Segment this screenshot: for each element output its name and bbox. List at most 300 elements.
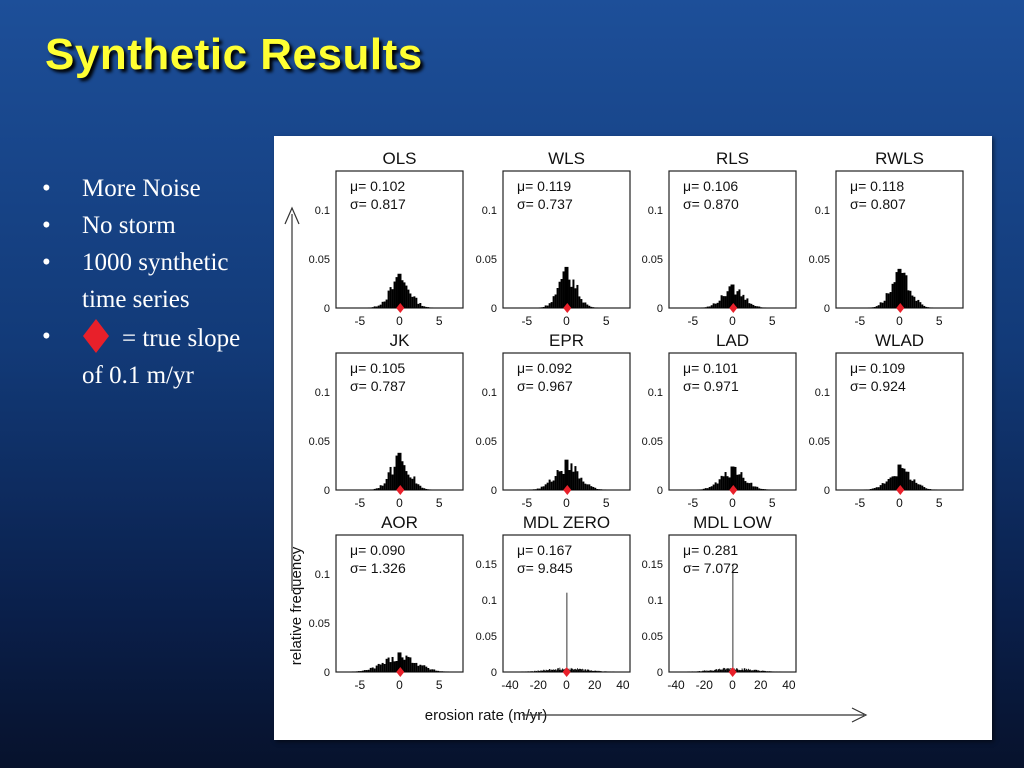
x-tick-label: 5 xyxy=(602,314,610,328)
histogram-bar xyxy=(382,663,384,672)
histogram-bar xyxy=(528,671,529,672)
histogram-bar xyxy=(917,300,919,308)
histogram-bar xyxy=(773,671,774,672)
histogram-bar xyxy=(396,277,398,308)
histogram-bar xyxy=(721,476,723,490)
histogram-bar xyxy=(758,488,760,490)
bullet-dot: • xyxy=(42,175,51,202)
histogram-bar xyxy=(574,466,576,490)
histogram-bar xyxy=(570,287,572,308)
y-tick-label: 0.05 xyxy=(641,630,663,643)
histogram-bar xyxy=(708,671,709,672)
histogram-bar xyxy=(576,670,577,672)
histogram-bar xyxy=(754,486,756,490)
histogram-bar xyxy=(364,670,366,672)
mu-stat: μ= 0.281 xyxy=(683,542,739,558)
y-tick-label: 0.05 xyxy=(308,436,330,449)
histogram-bar xyxy=(390,287,392,308)
y-tick-label: 0 xyxy=(823,485,830,497)
histogram-bar xyxy=(905,472,907,490)
histogram-bar xyxy=(531,671,532,672)
histogram-bar xyxy=(872,489,874,490)
histogram-bar xyxy=(547,306,549,308)
panel-title: WLS xyxy=(548,149,585,168)
histogram-bar xyxy=(596,489,598,490)
histogram-bar xyxy=(423,488,425,490)
histogram-bar xyxy=(386,479,388,490)
histogram-bar xyxy=(586,484,588,490)
y-tick-label: 0 xyxy=(323,303,330,315)
sigma-stat: σ= 0.787 xyxy=(350,378,406,394)
histogram-bar xyxy=(728,668,729,672)
histogram-bar xyxy=(411,479,413,490)
x-tick-label: 0 xyxy=(563,678,570,692)
histogram-bar xyxy=(580,299,582,308)
histogram-bar xyxy=(725,670,726,672)
histogram-bar xyxy=(409,293,411,308)
histogram-bar xyxy=(415,298,417,308)
histogram-bar xyxy=(558,668,559,672)
bullet-item xyxy=(42,170,252,207)
histogram-bar xyxy=(578,296,580,308)
histogram-bar xyxy=(588,670,589,672)
histogram-bar xyxy=(549,303,551,308)
histogram-bar xyxy=(405,656,407,672)
histogram-bar xyxy=(717,671,718,672)
bullet-text: No storm xyxy=(82,212,176,239)
y-tick-label: 0.1 xyxy=(814,387,830,400)
histogram-bar xyxy=(722,670,723,672)
histogram-bar xyxy=(699,671,700,672)
histogram-bar xyxy=(874,307,876,308)
histogram-bar xyxy=(563,474,565,490)
histogram-bar xyxy=(719,301,721,308)
histogram-bar xyxy=(600,489,602,490)
histogram-bar xyxy=(761,671,762,672)
histogram-bar xyxy=(697,671,698,672)
histogram-bar xyxy=(913,479,915,490)
histogram-bar xyxy=(587,669,588,672)
sigma-stat: σ= 0.971 xyxy=(683,378,739,394)
sigma-stat: σ= 0.807 xyxy=(850,196,906,212)
bullet-item xyxy=(42,244,252,318)
histogram-bar xyxy=(746,669,747,672)
histogram-bar xyxy=(752,671,753,672)
histogram-bar xyxy=(425,489,427,490)
histogram-bar xyxy=(758,307,760,308)
histogram-bar xyxy=(759,671,760,672)
histogram-bar xyxy=(551,302,553,308)
histogram-bar xyxy=(531,671,532,672)
histogram-bar xyxy=(565,460,567,490)
y-tick-label: 0.1 xyxy=(481,594,497,607)
y-tick-label: 0.1 xyxy=(647,205,663,218)
x-tick-label: 5 xyxy=(435,314,443,328)
histogram-bar xyxy=(765,671,766,672)
histogram-bar xyxy=(764,489,766,490)
histogram-bar xyxy=(582,669,583,672)
histogram-bar xyxy=(719,479,721,490)
histogram-bar xyxy=(539,489,541,490)
histogram-bar xyxy=(574,670,575,672)
histogram-bar xyxy=(370,668,372,672)
x-tick-label: 0 xyxy=(896,496,903,510)
histogram-bar xyxy=(718,669,719,672)
histogram-bar xyxy=(710,670,711,672)
y-tick-label: 0 xyxy=(490,485,497,497)
histogram-bar xyxy=(541,671,542,672)
histogram-bar xyxy=(884,484,886,490)
histogram-bar xyxy=(567,267,569,308)
histogram-bar xyxy=(535,671,536,672)
histogram-bar xyxy=(581,669,582,672)
histogram-bar xyxy=(380,664,382,672)
histogram-bar xyxy=(425,307,427,308)
histogram-bar xyxy=(535,489,537,490)
histogram-bar xyxy=(766,489,768,490)
histogram-bar xyxy=(536,671,537,672)
histogram-bar xyxy=(750,670,751,672)
histogram-bar xyxy=(604,671,605,672)
histogram-bar xyxy=(711,671,712,672)
histogram-bar xyxy=(366,670,368,672)
histogram-bar xyxy=(595,671,596,672)
histogram-bar xyxy=(606,671,607,672)
histogram-bar xyxy=(717,303,719,308)
histogram-bar xyxy=(737,668,738,672)
histogram-bar xyxy=(872,307,874,308)
histogram-bar xyxy=(703,489,705,490)
histogram-bar xyxy=(725,296,727,308)
histogram-bar xyxy=(745,670,746,672)
histogram-bar xyxy=(874,488,876,490)
histogram-bar xyxy=(401,461,403,490)
histogram-bar xyxy=(911,296,913,308)
histogram-bar xyxy=(754,306,756,308)
histogram-bar xyxy=(581,669,582,672)
histogram-bar xyxy=(701,671,702,672)
histogram-bar xyxy=(394,661,396,672)
histogram-bar xyxy=(584,670,585,672)
y-tick-label: 0 xyxy=(656,667,663,679)
histogram-bar xyxy=(703,671,704,672)
histogram-bar xyxy=(758,670,759,672)
histogram-bar xyxy=(588,484,590,490)
histogram-bar xyxy=(744,481,746,490)
y-tick-label: 0.05 xyxy=(475,254,497,267)
histogram-bar xyxy=(551,482,553,490)
histogram-bar xyxy=(554,670,555,672)
histogram-bar xyxy=(702,671,703,672)
x-axis-label: erosion rate (m/yr) xyxy=(424,707,548,724)
mu-stat: μ= 0.101 xyxy=(683,360,739,376)
histogram-bar xyxy=(590,307,592,308)
histogram-bar xyxy=(576,285,578,308)
histogram-bar xyxy=(559,668,560,672)
histogram-bar xyxy=(376,488,378,490)
histogram-bar xyxy=(762,489,764,490)
histogram-bar xyxy=(878,305,880,308)
histogram-bar xyxy=(541,307,543,308)
histogram-bar xyxy=(386,300,388,308)
histogram-bar xyxy=(746,298,748,308)
histogram-bar xyxy=(535,671,536,672)
x-tick-label: -5 xyxy=(687,314,699,328)
histogram-bar xyxy=(419,665,421,672)
y-axis-label: relative frequency xyxy=(288,546,305,666)
x-tick-label: 40 xyxy=(782,678,796,692)
histogram-bar xyxy=(921,304,923,308)
histogram-bar xyxy=(762,671,763,672)
histogram-bar xyxy=(756,670,757,672)
histogram-bar xyxy=(595,671,596,672)
histogram-bar xyxy=(557,668,558,672)
histogram-bar xyxy=(380,305,382,308)
histogram-bar xyxy=(415,483,417,490)
histogram-bar xyxy=(384,302,386,308)
histogram-bar xyxy=(586,670,587,672)
histogram-bar xyxy=(374,668,376,672)
histogram-bar xyxy=(417,666,419,672)
mu-stat: μ= 0.106 xyxy=(683,178,739,194)
histogram-bar xyxy=(560,670,561,672)
histogram-bar xyxy=(376,666,378,672)
histogram-bar xyxy=(378,488,380,490)
histogram-bar xyxy=(707,307,709,308)
histogram-bar xyxy=(405,471,407,490)
histogram-bar xyxy=(598,489,600,490)
histogram-bar xyxy=(715,304,717,308)
y-tick-label: 0 xyxy=(323,485,330,497)
histogram-bar xyxy=(374,489,376,490)
x-tick-label: 0 xyxy=(396,314,403,328)
y-tick-label: 0.1 xyxy=(481,205,497,218)
histogram-bar xyxy=(915,301,917,308)
histogram-bar xyxy=(553,669,554,672)
x-tick-label: 5 xyxy=(935,496,943,510)
histogram-bar xyxy=(919,302,921,308)
x-tick-label: 5 xyxy=(768,496,776,510)
histogram-bar xyxy=(878,487,880,490)
histogram-bar xyxy=(392,475,394,490)
histogram-bar xyxy=(753,670,754,672)
histogram-bar xyxy=(413,663,415,672)
histogram-bar xyxy=(403,465,405,490)
histogram-bar xyxy=(372,667,374,672)
histogram-bar xyxy=(427,489,429,490)
histogram-bar xyxy=(380,485,382,490)
histogram-bar xyxy=(721,670,722,672)
histogram-bar xyxy=(390,662,392,672)
histogram-bar xyxy=(741,670,742,672)
histogram-bar xyxy=(562,668,563,672)
y-tick-label: 0.1 xyxy=(314,387,330,400)
x-tick-label: 5 xyxy=(602,496,610,510)
x-tick-label: -5 xyxy=(354,314,366,328)
histogram-bar xyxy=(915,483,917,490)
histogram-bar xyxy=(382,302,384,308)
histogram-bar xyxy=(547,670,548,672)
histogram-bar xyxy=(697,671,698,672)
bullet-list xyxy=(42,170,252,394)
panel-title: RWLS xyxy=(875,149,924,168)
histogram-bar xyxy=(747,669,748,672)
histogram-bar xyxy=(578,669,579,672)
x-tick-label: -5 xyxy=(854,496,866,510)
histogram-bar xyxy=(417,304,419,308)
y-tick-label: 0.1 xyxy=(481,387,497,400)
histogram-bar xyxy=(439,671,441,672)
histogram-bar xyxy=(407,657,409,672)
histogram-grid-svg xyxy=(274,136,992,740)
histogram-bar xyxy=(540,671,541,672)
sigma-stat: σ= 0.967 xyxy=(517,378,573,394)
x-tick-label: 20 xyxy=(588,678,602,692)
histogram-bar xyxy=(421,488,423,490)
histogram-bar xyxy=(577,668,578,672)
panel-title: LAD xyxy=(715,331,750,350)
histogram-bar xyxy=(721,295,723,308)
histogram-bar xyxy=(707,488,709,490)
x-tick-label: 0 xyxy=(563,314,570,328)
histogram-bar xyxy=(411,663,413,672)
x-tick-label: 20 xyxy=(754,678,768,692)
histogram-bar xyxy=(441,671,443,672)
histogram-bar xyxy=(398,274,400,308)
histogram-bar xyxy=(692,671,693,672)
histogram-bar xyxy=(584,302,586,308)
histogram-bar xyxy=(561,279,563,308)
histogram-bar xyxy=(538,671,539,672)
histogram-bar xyxy=(553,480,555,490)
histogram-bar xyxy=(705,671,706,672)
histogram-bar xyxy=(727,476,729,490)
histogram-bar xyxy=(598,671,599,672)
histogram-bar xyxy=(890,477,892,490)
histogram-bar xyxy=(748,303,750,308)
histogram-bar xyxy=(545,305,547,308)
histogram-bar xyxy=(729,286,731,308)
histogram-bar xyxy=(534,671,535,672)
histogram-bar xyxy=(372,489,374,490)
histogram-bar xyxy=(411,297,413,308)
histogram-bar xyxy=(740,296,742,308)
histogram-bar xyxy=(880,485,882,490)
y-tick-label: 0.05 xyxy=(475,436,497,449)
histogram-bar xyxy=(431,669,433,672)
histogram-bar xyxy=(701,671,702,672)
histogram-bar xyxy=(738,289,740,308)
histogram-bar xyxy=(927,489,929,490)
histogram-bar xyxy=(764,671,765,672)
histogram-bar xyxy=(764,671,765,672)
y-tick-label: 0.05 xyxy=(641,254,663,267)
histogram-bar xyxy=(724,668,725,672)
y-tick-label: 0.15 xyxy=(475,558,497,571)
histogram-bar xyxy=(378,306,380,308)
histogram-bar xyxy=(386,659,388,672)
histogram-bar xyxy=(756,487,758,490)
histogram-bar xyxy=(734,467,736,490)
histogram-bar xyxy=(763,671,764,672)
x-tick-label: 5 xyxy=(935,314,943,328)
bullet-dot: • xyxy=(42,323,51,350)
histogram-bar xyxy=(600,671,601,672)
x-tick-label: 5 xyxy=(768,314,776,328)
histogram-bar xyxy=(723,669,724,672)
histogram-bar xyxy=(384,664,386,672)
y-tick-label: 0.05 xyxy=(808,436,830,449)
histogram-bar xyxy=(552,670,553,672)
y-tick-label: 0 xyxy=(490,667,497,679)
y-tick-label: 0 xyxy=(656,485,663,497)
histogram-bar xyxy=(896,476,898,490)
histogram-bar xyxy=(736,291,738,308)
histogram-bar xyxy=(723,476,725,490)
x-tick-label: -40 xyxy=(501,678,519,692)
histogram-bar xyxy=(356,671,358,672)
histogram-bar xyxy=(437,671,439,672)
histogram-bar xyxy=(390,467,392,490)
histogram-bar xyxy=(733,564,734,672)
histogram-bar xyxy=(723,668,724,672)
histogram-bar xyxy=(744,668,745,672)
histogram-bar xyxy=(744,300,746,308)
x-tick-label: 0 xyxy=(396,496,403,510)
histogram-bar xyxy=(760,489,762,490)
mu-stat: μ= 0.109 xyxy=(850,360,906,376)
y-tick-label: 0.1 xyxy=(314,569,330,582)
histogram-bar xyxy=(382,486,384,490)
histogram-bar xyxy=(407,290,409,308)
histogram-bar xyxy=(583,669,584,672)
histogram-bar xyxy=(576,471,578,490)
histogram-bar xyxy=(759,671,760,672)
histogram-bar xyxy=(709,671,710,672)
true-slope-marker xyxy=(563,667,571,677)
histogram-bar xyxy=(599,671,600,672)
histogram-bar xyxy=(740,670,741,672)
mu-stat: μ= 0.105 xyxy=(350,360,406,376)
histogram-bar xyxy=(721,669,722,672)
histogram-bar xyxy=(413,296,415,308)
histogram-bar xyxy=(545,484,547,490)
histogram-bar xyxy=(705,488,707,490)
histogram-bar xyxy=(433,669,435,672)
histogram-bar xyxy=(738,670,739,672)
histogram-bar xyxy=(903,469,905,490)
x-tick-label: -5 xyxy=(854,314,866,328)
histogram-bar xyxy=(711,305,713,308)
histogram-bar xyxy=(743,670,744,672)
histogram-bar xyxy=(706,671,707,672)
histogram-bar xyxy=(749,670,750,672)
histogram-bar xyxy=(538,670,539,672)
histogram-bar xyxy=(740,472,742,490)
histogram-bar xyxy=(533,671,534,672)
histogram-bar xyxy=(923,487,925,490)
mu-stat: μ= 0.167 xyxy=(517,542,573,558)
histogram-bar xyxy=(555,669,556,672)
histogram-bar xyxy=(713,303,715,308)
histogram-bar xyxy=(725,669,726,672)
histogram-bar xyxy=(718,669,719,672)
histogram-bar xyxy=(555,294,557,308)
histogram-bar xyxy=(582,482,584,490)
histogram-bar xyxy=(572,669,573,672)
slide-title: Synthetic Results xyxy=(45,30,423,79)
histogram-bar xyxy=(698,671,699,672)
